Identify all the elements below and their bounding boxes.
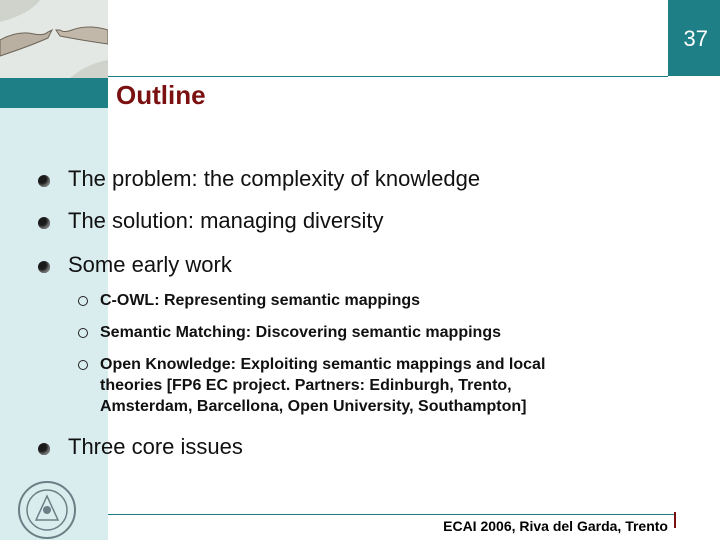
header-accent-bar	[0, 78, 108, 108]
sub-bullet-ring-icon	[78, 360, 88, 370]
sub-bullet-item	[78, 322, 618, 343]
bullet-item	[38, 434, 678, 460]
header-divider	[108, 76, 668, 77]
footer-text: ECAI 2006, Riva del Garda, Trento	[443, 518, 668, 534]
sub-bullet-ring-icon	[78, 328, 88, 338]
bullet-text: The problem: the complexity of knowledge	[68, 166, 481, 191]
sub-bullet-line: Amsterdam, Barcellona, Open University, Southampton]	[100, 398, 527, 415]
bullet-dot-icon	[38, 261, 50, 273]
bullet-text: Some early work	[68, 252, 232, 277]
bullet-item	[38, 208, 678, 234]
sub-bullet-ring-icon	[78, 296, 88, 306]
sub-bullet-text: Semantic Matching: Discovering semantic mappings	[100, 324, 501, 341]
sub-bullet-text	[100, 354, 545, 417]
sub-bullet-line: Open Knowledge: Exploiting semantic mappings and local	[100, 356, 546, 373]
bullet-text: The solution: managing diversity	[68, 208, 384, 233]
footer-tick	[674, 512, 676, 528]
sub-bullet-item	[78, 290, 618, 311]
footer-divider	[108, 514, 676, 515]
bullet-text: Three core issues	[68, 434, 243, 459]
bullet-dot-icon	[38, 443, 50, 455]
bullet-item	[38, 166, 678, 192]
page-number-box	[668, 0, 720, 76]
university-seal-logo	[12, 478, 82, 540]
sub-bullet-text: C-OWL: Representing semantic mappings	[100, 292, 421, 309]
page-number: 37	[683, 26, 708, 51]
fresco-hands-image	[0, 0, 108, 78]
bullet-item	[38, 252, 678, 278]
bullet-dot-icon	[38, 175, 50, 187]
bullet-dot-icon	[38, 217, 50, 229]
sub-bullet-item	[78, 354, 618, 417]
sub-bullet-line: theories [FP6 EC project. Partners: Edinburgh, Trento,	[100, 377, 512, 394]
slide-title: Outline	[116, 80, 206, 110]
